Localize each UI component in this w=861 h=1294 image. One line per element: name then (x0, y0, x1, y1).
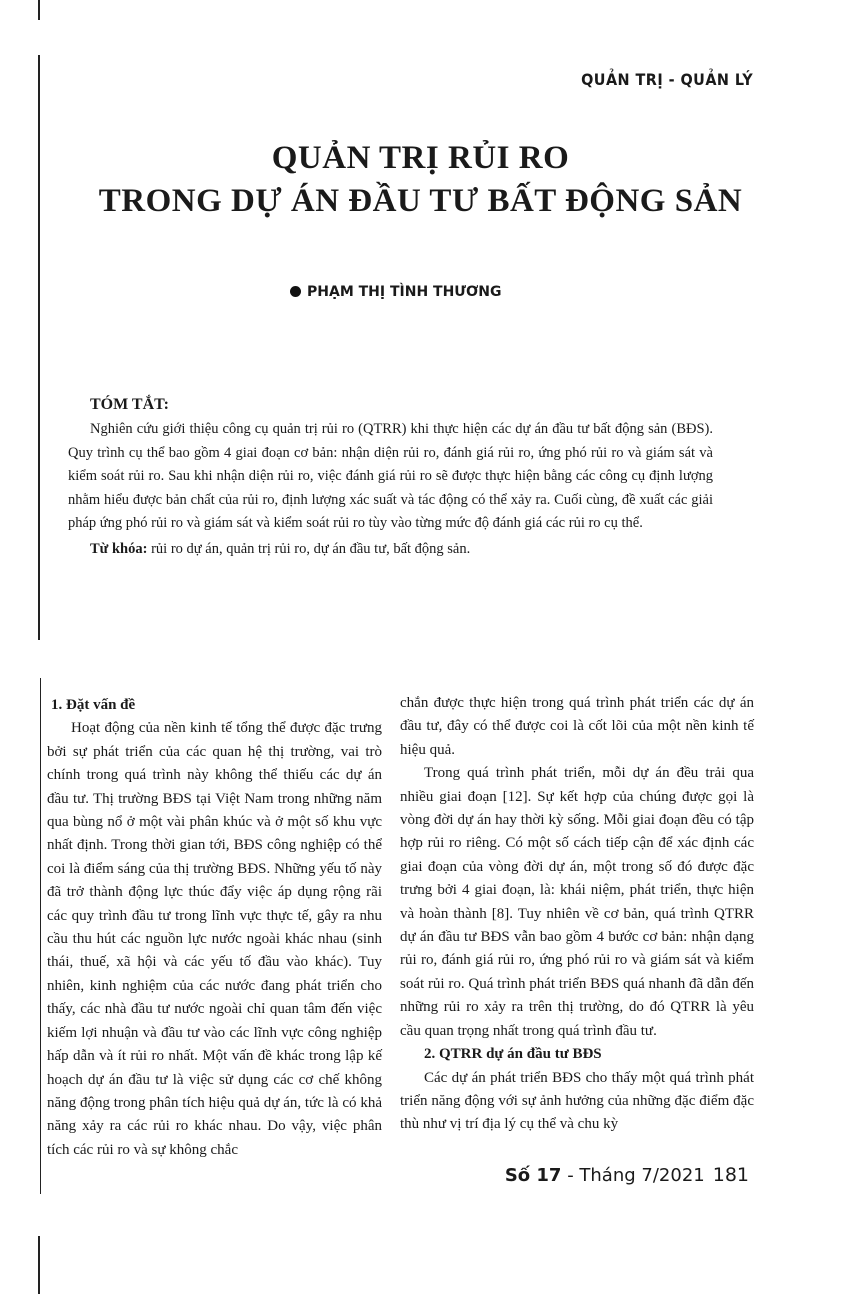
abstract-heading: TÓM TẮT: (90, 396, 169, 413)
page-number: 181 (712, 1164, 749, 1186)
article-title-line-1: QUẢN TRỊ RỦI RO (271, 140, 570, 176)
author-name: PHẠM THỊ TÌNH THƯƠNG (307, 284, 502, 300)
section-header: QUẢN TRỊ - QUẢN LÝ (580, 70, 753, 89)
section-2-heading: 2. QTRR dự án đầu tư BĐS (424, 1046, 602, 1063)
article-title-line-2: TRONG DỰ ÁN ĐẦU TƯ BẤT ĐỘNG SẢN (98, 183, 743, 219)
margin-rule-top (38, 0, 40, 20)
section-1-heading: 1. Đặt vấn đề (51, 697, 136, 713)
bullet-icon (290, 286, 301, 297)
right-paragraph-3: Các dự án phát triển BĐS cho thấy một quá trình phát triển năng động với sự ảnh hưởng của những đặc điểm đặc thù như vị trí địa lý cụ thể và chu kỳ (400, 1069, 754, 1133)
left-paragraph-1: Hoạt động của nền kinh tế tổng thể được đặc trưng bởi sự phát triển của các quan hệ thị trường, vai trò chính trong quá trình này không thể thiếu các dự án đầu tư. Thị trường BĐS tại Việt Nam trong những năm qua bùng nổ ở một vài phân khúc và ở một số khu vực nhất định. Trong thời gian tới, BĐS công nghiệp có thể coi là điểm sáng của thị trường BĐS. Những yếu tố này đã trở thành động lực thúc đẩy việc áp dụng rộng rãi các quy trình đầu tư trong lĩnh vực thực tế, gây ra nhu cầu thu hút các nguồn lực nước ngoài khác nhau (sinh thái, thuế, xã hội và các yếu tố đầu vào khác). Tuy nhiên, kinh nghiệm của các nước đang phát triển cho thấy, các nhà đầu tư nước ngoài chỉ quan tâm đến việc kiếm lợi nhuận và đầu tư vào các lĩnh vực công nghiệp hấp dẫn và ít rủi ro nhất. Một vấn đề khác trong lập kế hoạch dự án đầu tư là việc sử dụng các cơ chế không năng động trong phân tích hiệu quả dự án, tức là có khả năng xảy ra các rủi ro khác nhau. Do vậy, việc phân tích các rủi ro và sự không chắc (47, 720, 382, 1158)
issue-number: Số 17 (504, 1165, 562, 1186)
right-paragraph-2: Trong quá trình phát triển, mỗi dự án đều trải qua nhiều giai đoạn [12]. Sự kết hợp của chúng được gọi là vòng đời dự án hay thời kỳ sống. Mỗi giai đoạn đều có tập hợp rủi ro riêng. Có một số cách tiếp cận để xác định các giai đoạn của vòng đời dự án, một trong số đó được đặc trưng bởi 4 giai đoạn, là: khái niệm, phát triển, thực hiện và hoàn thành [8]. Tuy nhiên về cơ bản, quá trình QTRR dự án đầu tư BĐS vẫn bao gồm 4 bước cơ bản: nhận dạng rủi ro, đánh giá rủi ro, ứng phó rủi ro và giám sát và kiểm soát rủi ro. Quá trình phát triển BĐS quá nhanh đã dẫn đến những rủi ro xảy ra trên thị trường, do đó QTRR là yêu cầu quan trọng nhất trong quá trình đầu tư. (400, 765, 754, 1039)
column-rule (40, 678, 41, 1194)
abstract-body: Nghiên cứu giới thiệu công cụ quản trị rủi ro (QTRR) khi thực hiện các dự án đầu tư bất động sản (BĐS). Quy trình cụ thể bao gồm 4 giai đoạn cơ bản: nhận diện rủi ro, đánh giá rủi ro, ứng phó rủi ro và giám sát và kiểm soát rủi ro. Sau khi nhận diện rủi ro, việc đánh giá rủi ro sẽ được thực hiện bằng các công cụ định lượng nhằm hiểu được bản chất của rủi ro, định lượng xác suất và tác động có thể xảy ra. Cuối cùng, đề xuất các giải pháp ứng phó rủi ro và giám sát và kiểm soát rủi ro tùy vào từng mức độ đánh giá các rủi ro cụ thể. (68, 421, 713, 532)
issue-date: - Tháng 7/2021 (561, 1165, 705, 1186)
keywords-label: Từ khóa: (90, 540, 148, 557)
page-footer (505, 1164, 749, 1186)
right-column (400, 692, 754, 1137)
abstract (68, 396, 713, 562)
keywords (68, 538, 713, 562)
author-line (290, 284, 501, 300)
margin-rule-bottom (38, 1236, 40, 1294)
right-paragraph-1: chắn được thực hiện trong quá trình phát triển các dự án đầu tư, đây có thể được coi là cốt lõi của một nền kinh tế hiệu quả. (400, 695, 754, 758)
keywords-text: rủi ro dự án, quản trị rủi ro, dự án đầu tư, bất động sản. (147, 540, 471, 557)
left-column (47, 694, 382, 1162)
